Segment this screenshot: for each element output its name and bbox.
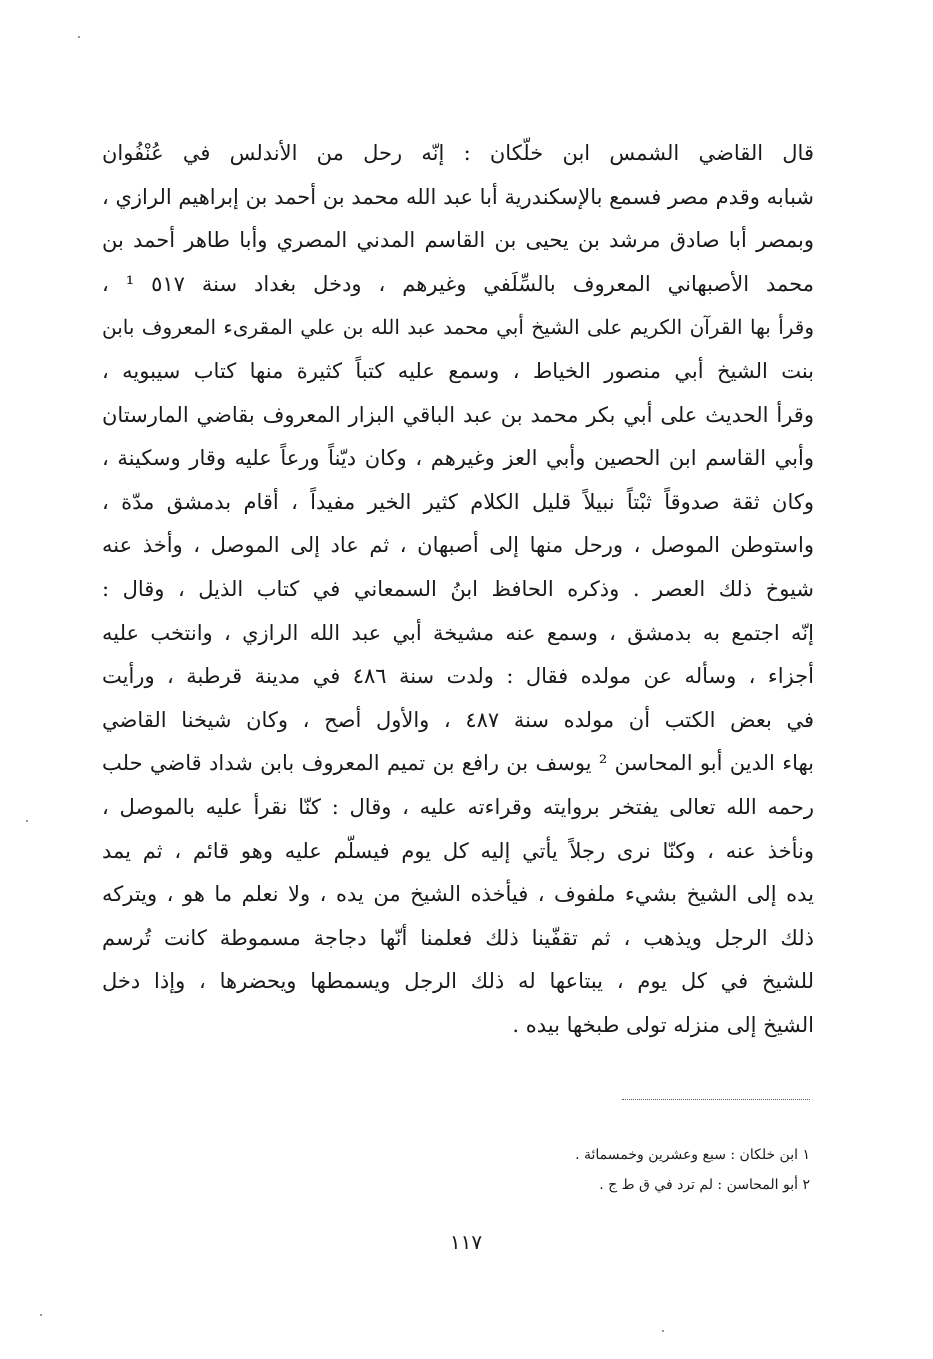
text-line: بهاء الدين أبو المحاسن ² يوسف بن رافع بن تميم المعروف بابن شداد قاضي حلب	[102, 751, 814, 776]
text-line-final: الشيخ إلى منزله تولى طبخها بيده .	[512, 1012, 814, 1037]
scan-speck	[78, 36, 80, 38]
text-line: ونأخذ عنه ، وكنّا نرى رجلاً يأتي إليه كل يوم فيسلّم عليه وهو قائم ، ثم يمد	[102, 838, 814, 863]
text-line: وأبي القاسم ابن الحصين وأبي العز وغيرهم ، وكان ديّناً ورعاً عليه وقار وسكينة ،	[102, 446, 814, 471]
footnote-1: ١ ابن خلكان : سبع وعشرين وخمسمائة .	[575, 1147, 810, 1163]
text-line: واستوطن الموصل ، ورحل منها إلى أصبهان ، ثم عاد إلى الموصل ، وأخذ عنه	[102, 533, 814, 558]
footnotes	[380, 1140, 810, 1200]
page-number: ١١٧	[449, 1230, 483, 1254]
text-line: شيوخ ذلك العصر . وذكره الحافظ ابنُ السمعاني في كتاب الذيل ، وقال :	[102, 576, 814, 601]
scan-speck	[662, 1330, 664, 1332]
text-line: وبمصر أبا صادق مرشد بن يحيى بن القاسم المدني المصري وأبا طاهر أحمد بن	[102, 228, 814, 253]
text-line: إنّه اجتمع به بدمشق ، وسمع عنه مشيخة أبي عبد الله الرازي ، وانتخب عليه	[102, 620, 814, 645]
main-text-block	[102, 132, 814, 1047]
text-line: وقرأ الحديث على أبي بكر محمد بن عبد الباقي البزار المعروف بقاضي المارستان	[102, 402, 814, 427]
text-line: وقرأ بها القرآن الكريم على الشيخ أبي محمد عبد الله بن علي المقرىء المعروف بابن	[102, 315, 814, 340]
text-line: أجزاء ، وسأله عن مولده فقال : ولدت سنة ٤٨٦ في مدينة قرطبة ، ورأيت	[102, 664, 814, 689]
footnote-2: ٢ أبو المحاسن : لم ترد في ق ط ج .	[599, 1177, 810, 1193]
text-line: للشيخ في كل يوم ، يبتاعها له ذلك الرجل ويسمطها ويحضرها ، وإذا دخل	[102, 969, 814, 994]
text-line: ذلك الرجل ويذهب ، ثم تقفّينا ذلك فعلمنا أنّها دجاجة مسموطة كانت تُرسم	[102, 925, 814, 950]
scan-speck	[40, 1314, 42, 1316]
text-line: محمد الأصبهاني المعروف بالسِّلَفي وغيرهم ، ودخل بغداد سنة ٥١٧ ¹ ،	[102, 271, 814, 296]
footnote-separator	[622, 1099, 810, 1100]
text-line: رحمه الله تعالى يفتخر بروايته وقراءته عليه ، وقال : كنّا نقرأ عليه بالموصل ،	[102, 794, 814, 819]
text-line: يده إلى الشيخ بشيء ملفوف ، فيأخذه الشيخ من يده ، ولا نعلم ما هو ، ويتركه	[102, 882, 814, 907]
text-line: في بعض الكتب أن مولده سنة ٤٨٧ ، والأول أصح ، وكان شيخنا القاضي	[102, 707, 814, 732]
text-line: شبابه وقدم مصر فسمع بالإسكندرية أبا عبد الله محمد بن أحمد بن إبراهيم الرازي ،	[102, 184, 814, 209]
scan-speck	[26, 820, 28, 822]
text-line: بنت الشيخ أبي منصور الخياط ، وسمع عليه كتباً كثيرة منها كتاب سيبويه ،	[102, 358, 814, 383]
text-line: قال القاضي الشمس ابن خلّكان : إنّه رحل من الأندلس في عُنْفُوان	[102, 141, 814, 165]
text-line: وكان ثقة صدوقاً ثبْتاً نبيلاً قليل الكلام كثير الخير مفيداً ، أقام بدمشق مدّة ،	[102, 489, 814, 514]
